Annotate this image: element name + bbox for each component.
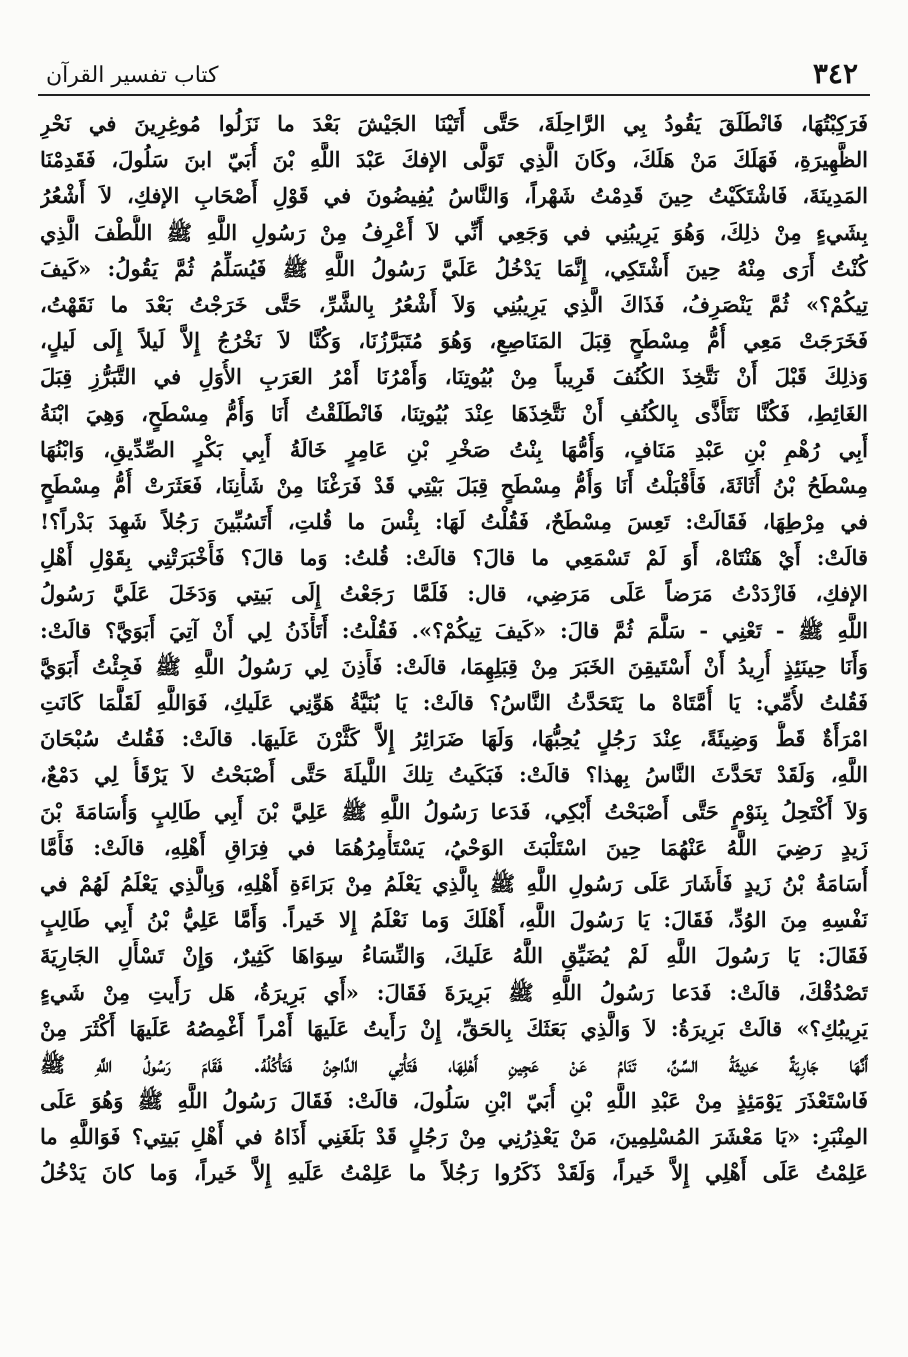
text-line: الظَّهِيرَةِ، فَهَلَكَ مَنْ هَلَكَ، وكَانَ الَّذِي تَوَلَّى الإفكَ عَبْدَ اللَّهِ بْنَ أُبَيّ ابنَ سَلُولَ، فَقَدِمْنَا — [40, 147, 868, 173]
text-line: وَذلِكَ قَبْلَ أَنْ نَتَّخِذَ الكُنُفَ قَرِيباً مِنْ بُيُوتِنَا، وَأَمْرُنَا أَمْرُ العَرَبِ الأُوَلِ في التَّبَرُّزِ قِبَلَ — [40, 364, 868, 390]
text-line: وَلاَ أَكْتَحِلُ بِنَوْمٍ حَتَّى أَصْبَحْتُ أَبْكِي، فَدَعا رَسُولُ اللَّهِ ﷺ عَلِيَّ بْنَ أَبِي طَالِبٍ وَأُسَامَةَ بْنَ — [40, 798, 868, 824]
text-line: المَدِينَةَ، فَاشْتَكَيْتُ حِينَ قَدِمْتُ شَهْراً، وَالنَّاسُ يُفِيضُونَ في قَوْلِ أَصْحَابِ الإفكِ، لاَ أَشْعُرُ — [40, 183, 868, 209]
text-line: الغَائِطِ، فَكُنَّا نَتَأَذَّى بِالكُنُفِ أَنْ نَتَّخِذَهَا عِنْدَ بُيُوتِنَا، فَانْطَلَقْتُ أَنَا وَأُمُّ مِسْطَحٍ، وَهِيَ ابْنَةُ — [40, 400, 868, 426]
text-line: قالَتْ: أَيْ هَنْتَاهْ، أَوَ لَمْ تَسْمَعِي ما قالَ؟ قالَتْ: قُلتُ: وَما قالَ؟ فَأَخْبَرَتْنِي بِقَوْلِ أَهْلِ — [40, 545, 868, 571]
text-line: أَنَّهَا جَارِيَةٌ حَدِيثَةُ السِّنِّ، تَنَامُ عَنْ عَجِينِ أَهْلِهَا، فَتَأْتِي الدَّاجِنُ فَتَأْكُلُهُ. فَقَامَ رَسُولُ اللَّهِ ﷺ — [40, 1051, 868, 1077]
text-line: بِشَيءٍ مِنْ ذلِكَ، وَهُوَ يَرِيبُنِي في وَجَعِي أَنِّي لاَ أَعْرِفُ مِنْ رَسُولِ اللَّهِ ﷺ اللُّطْفَ الَّذِي — [40, 219, 868, 245]
text-line: زَيدٍ رَضِيَ اللَّهُ عَنْهُمَا حِينَ اسْتَلْبَثَ الوَحْيُ، يَسْتَأْمِرُهُمَا في فِرَاقِ أَهْلِهِ، قالَتْ: فَأَمَّا — [40, 834, 868, 860]
text-line: نَفْسِهِ مِنَ الوُدِّ، فَقَالَ: يَا رَسُولَ اللَّهِ، أَهْلَكَ وَما نَعْلَمُ إِلا خَيراً. وَأَمَّا عَلِيُّ بْنُ أَبِي طَالِبٍ — [40, 907, 868, 933]
page-header — [38, 52, 870, 96]
text-line: فَقُلتُ لأُمِّي: يَا أُمَّتَاهْ ما يَتَحَدَّثُ النَّاسُ؟ قالَتْ: يَا بُنَيَّةُ هَوِّنِي عَلَيكِ، فَوَاللَّهِ لَقَلَّمَا كَانَتِ — [40, 690, 868, 715]
text-line: كُنْتُ أَرَى مِنْهُ حِينَ أَشْتَكِي، إِنَّمَا يَدْخُلُ عَلَيَّ رَسُولُ اللَّهِ ﷺ فَيُسَلِّمُ ثُمَّ يَقُولُ: «كَيفَ — [40, 255, 868, 281]
text-line: فَاسْتَعْذَرَ يَوْمَئِذٍ مِنْ عَبْدِ اللَّهِ بْنِ أُبَيّ ابْنِ سَلُولَ، قالَتْ: فَقَالَ رَسُولُ اللَّهِ ﷺ وَهُوَ عَلَى — [40, 1088, 868, 1114]
body-text — [40, 106, 868, 1333]
text-line: اللَّهِ ﷺ - تَعْنِي - سَلَّمَ ثُمَّ قالَ: «كَيفَ تِيكُمْ؟». فَقُلْتُ: أَتَأْذَنُ لِي أَنْ آتِيَ أَبَوَيَّ؟ قالَتْ: — [40, 617, 868, 643]
text-line: عَلِمْتُ عَلَى أَهْلِي إِلاَّ خَيراً، وَلَقَدْ ذَكَرُوا رَجُلاً ما عَلِمْتُ عَلَيهِ إِلاَّ خَيراً، وَما كانَ يَدْخُلُ — [40, 1160, 868, 1186]
text-line: الإفكِ، فَازْدَدْتُ مَرَضاً عَلَى مَرَضِي، قال: فَلَمَّا رَجَعْتُ إِلَى بَيتِي وَدَخَلَ عَلَيَّ رَسُولُ — [40, 581, 868, 607]
text-line: أُسَامَةُ بْنُ زَيدٍ فَأَشَارَ عَلَى رَسُولِ اللَّهِ ﷺ بِالَّذِي يَعْلَمُ مِنْ بَرَاءَةِ أَهْلِهِ، وَبِالَّذِي يَعْلَمُ لَهُمْ في — [40, 870, 868, 896]
text-line: وَأَنَا حِينَئِذٍ أُرِيدُ أَنْ أَسْتَيقِنَ الخَبَرَ مِنْ قِبَلِهِمَا، قالَتْ: فَأَذِنَ لِي رَسُولُ اللَّهِ ﷺ فَجِئْتُ أَبَوَيَّ — [40, 653, 868, 679]
text-line: المِنْبَرِ: «يَا مَعْشَرَ المُسْلِمِينَ، مَنْ يَعْذِرُنِي مِنْ رَجُلٍ قَدْ بَلَغَنِي أَذَاهُ في أَهْلِ بَيتِي؟ فَوَاللَّهِ ما — [40, 1124, 868, 1150]
text-line: فَخَرَجَتْ مَعِي أُمُّ مِسْطَحٍ قِبَلَ المَنَاصِعِ، وَهُوَ مُتَبَرَّزُنَا، وَكُنَّا لاَ نَخْرُجُ إِلاَّ لَيلاً إِلَى لَيلٍ، — [40, 328, 868, 354]
text-line: مِسْطَحُ بْنُ أُثَاثَةَ، فَأَقْبَلْتُ أَنَا وَأُمُّ مِسْطَحٍ قِبَلَ بَيْتِي قَدْ فَرَغْنَا مِنْ شَأْنِنَا، فَعَثَرَتْ أُمُّ مِسْطَحٍ — [40, 472, 868, 498]
text-line: يَرِيبُكِ؟» قالَتْ بَرِيرَةُ: لاَ وَالَّذِي بَعَثَكَ بِالحَقِّ، إِنْ رَأَيتُ عَلَيهَا أَمْراً أَغْمِصُهُ عَلَيهَا أَكْثَرَ مِنْ — [40, 1015, 868, 1041]
running-title: كتاب تفسير القرآن — [46, 63, 219, 88]
text-line: تَصْدُقْكَ، قالَتْ: فَدَعا رَسُولُ اللَّهِ ﷺ بَرِيرَةَ فَقَالَ: «أَي بَرِيرَةُ، هَل رَأَيتِ مِنْ شَيءٍ — [40, 979, 868, 1005]
text-line: اللَّهِ، وَلَقَدْ تَحَدَّثَ النَّاسُ بِهذا؟ قالَتْ: فَبَكَيتُ تِلكَ اللَّيلَةَ حَتَّى أَصْبَحْتُ لاَ يَرْقَأُ لِي دَمْعٌ، — [40, 762, 868, 788]
text-line: فَرَكِبْتُهَا، فَانْطَلَقَ يَقُودُ بِي الرَّاحِلَةَ، حَتَّى أَتَيْنَا الجَيْشَ بَعْدَ ما نَزَلُوا مُوغِرِينَ في نَحْرِ — [40, 111, 868, 136]
header-rule — [38, 94, 870, 96]
text-line: امْرَأَةٌ قَطُّ وَضِيئَةً، عِنْدَ رَجُلٍ يُحِبُّهَا، وَلَهَا ضَرَائِرُ إِلاَّ كَثَّرْنَ عَلَيهَا. قالَتْ: فَقُلتُ سُبْحَانَ — [40, 726, 868, 752]
text-line: فَقَالَ: يَا رَسُولَ اللَّهِ لَمْ يُضَيِّقِ اللَّهُ عَلَيكَ، وَالنِّسَاءُ سِوَاهَا كَثِيرٌ، وَإِنْ تَسْأَلِ الجَارِيَةَ — [40, 943, 868, 969]
text-line: تِيكُمْ؟» ثُمَّ يَنْصَرِفُ، فَذَاكَ الَّذِي يَرِيبُنِي وَلاَ أَشْعُرُ بِالشَّرِّ، حَتَّى خَرَجْتُ بَعْدَ ما نَقَهْتُ، — [40, 291, 868, 317]
text-line: في مِرْطِهَا، فَقَالَتْ: تَعِسَ مِسْطَحٌ، فَقُلْتُ لَهَا: بِئْسَ ما قُلتِ، أَتَسُبِّينَ رَجُلاً شَهِدَ بَدْراً؟! — [40, 509, 868, 535]
text-line: أَبِي رُهْمِ بْنِ عَبْدِ مَنَافٍ، وَأُمُّهَا بِنْتُ صَخْرِ بْنِ عَامِرٍ خَالَةُ أَبِي بَكْرٍ الصِّدِّيقِ، وَابْنُهَا — [40, 436, 868, 462]
page-number: ٣٤٢ — [812, 57, 858, 90]
